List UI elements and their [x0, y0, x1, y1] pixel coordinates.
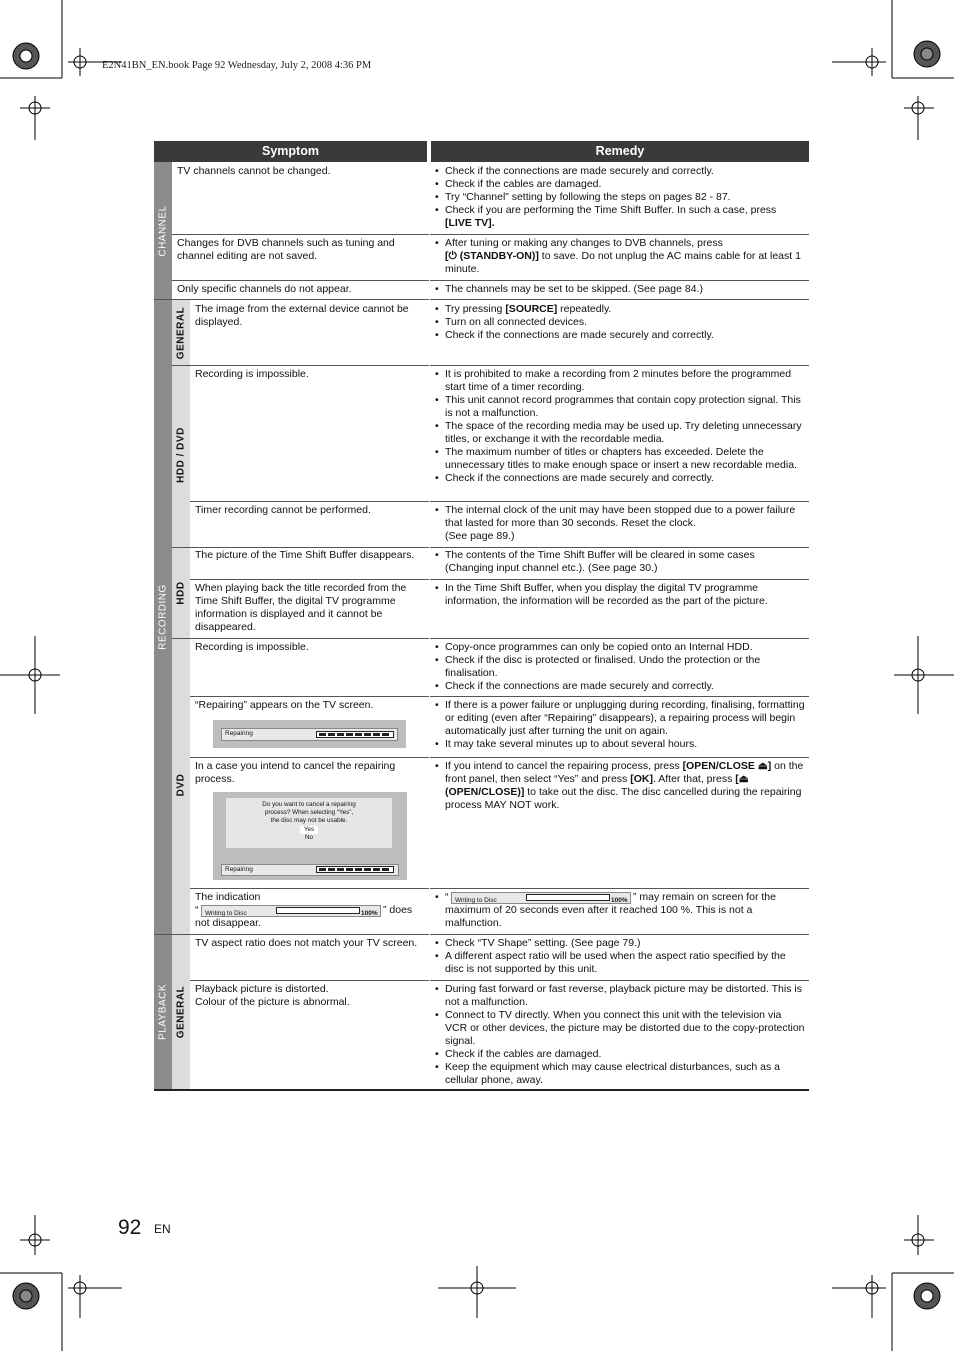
remedy-item — [433, 891, 805, 930]
osd-label: Writing to Disc — [205, 910, 247, 917]
cancel-repair-osd — [213, 792, 407, 880]
symptom-cell: Changes for DVB channels such as tuning and channel editing are not saved. — [177, 237, 395, 262]
symptom-text: Colour of the picture is abnormal. — [195, 996, 350, 1008]
column-divider — [429, 162, 430, 1089]
progress-bar — [276, 907, 360, 914]
row-divider — [190, 888, 809, 889]
remedy-item: • Check if the connections are made securely and correctly. — [433, 329, 805, 342]
symptom-text: Playback picture is distorted. — [195, 983, 329, 995]
category-label-playback: PLAYBACK — [157, 983, 169, 1041]
row-divider — [190, 980, 809, 981]
remedy-cell — [433, 549, 805, 575]
dialog-yes-option[interactable]: Yes — [300, 826, 318, 834]
remedy-key: ] — [767, 760, 772, 772]
power-icon: [⏻ — [445, 250, 460, 262]
dialog-text: process? When selecting “Yes”, — [264, 809, 354, 816]
osd-label: Repairing — [225, 730, 253, 737]
osd-percent: 100% — [611, 897, 628, 904]
remedy-key: [SOURCE] — [505, 303, 558, 315]
osd-percent: 100% — [361, 910, 378, 917]
row-divider — [172, 547, 809, 548]
remedy-text: repeatedly. — [560, 303, 612, 315]
remedy-item: • Check if the connections are made securely and correctly. — [433, 165, 805, 178]
remedy-cell — [433, 699, 805, 751]
remedy-text: After tuning or making any changes to DVB channels, press — [445, 237, 723, 249]
open-quote: “ — [445, 891, 449, 903]
remedy-item: • Copy-once programmes can only be copied onto an Internal HDD. — [433, 641, 805, 654]
remedy-item: • Check if the connections are made securely and correctly. — [433, 680, 805, 693]
remedy-cell — [433, 891, 805, 930]
subcategory-label-hdd-dvd: HDD / DVD — [175, 427, 187, 483]
printer-slug: E2N41BN_EN.book Page 92 Wednesday, July 2, 2008 4:36 PM — [102, 60, 372, 71]
dialog-no-option[interactable]: No — [304, 834, 314, 841]
subcategory-label-hdd: HDD — [175, 581, 187, 605]
remedy-key: (OPEN/CLOSE)] — [445, 786, 525, 798]
remedy-text: Try pressing — [445, 303, 503, 315]
remedy-cell — [433, 283, 805, 296]
remedy-cell — [433, 368, 805, 485]
symptom-header: Symptom — [154, 141, 427, 162]
remedy-key: [OK] — [630, 773, 653, 785]
progress-bar — [316, 866, 394, 873]
remedy-text: on the front panel, then select “Yes” and press — [445, 760, 804, 785]
cancel-dialog — [226, 798, 392, 848]
remedy-item: • Check “TV Shape” setting. (See page 79.) — [433, 937, 805, 950]
remedy-item — [433, 303, 805, 316]
row-divider — [190, 579, 809, 580]
page-number: 92 — [118, 1216, 142, 1239]
category-label-recording: RECORDING — [157, 584, 169, 650]
remedy-item: • During fast forward or fast reverse, playback picture may be distorted. This is not a malfunction. — [433, 983, 805, 1009]
remedy-cell — [433, 303, 805, 342]
remedy-text: (See page 89.) — [445, 530, 515, 542]
osd-bar — [221, 728, 398, 741]
remedy-cell — [433, 760, 805, 812]
subcategory-label-dvd: DVD — [175, 773, 187, 797]
remedy-item: • Try “Channel” setting by following the steps on pages 82 - 87. — [433, 191, 805, 204]
remedy-text: malfunction. — [445, 917, 502, 929]
table-bottom — [154, 1089, 809, 1091]
progress-bar — [526, 894, 610, 901]
dialog-text: the disc may not be usable. — [270, 817, 348, 824]
symptom-cell — [195, 983, 427, 1009]
symptom-cell: The image from the external device cannot be displayed. — [195, 303, 409, 328]
remedy-item: • Check if the cables are damaged. — [433, 1048, 805, 1061]
row-divider — [172, 638, 809, 639]
symptom-text: ” does — [383, 904, 413, 916]
osd-label: Repairing — [225, 866, 253, 873]
open-quote: “ — [195, 904, 199, 916]
remedy-cell — [433, 504, 805, 543]
dialog-text: Do you want to cancel a repairing — [262, 801, 356, 808]
osd-bar — [221, 864, 399, 876]
remedy-item — [433, 204, 805, 230]
remedy-cell — [433, 641, 805, 693]
symptom-cell: Recording is impossible. — [195, 641, 309, 653]
remedy-text: ” may remain on screen for the — [633, 891, 776, 903]
symptom-cell: Only specific channels do not appear. — [177, 283, 352, 295]
remedy-item: • This unit cannot record programmes that contain copy protection signal. This is not a malfunction. — [433, 394, 805, 420]
eject-icon: [⏏ — [735, 773, 749, 785]
row-divider — [172, 280, 809, 281]
remedy-text: The internal clock of the unit may have been stopped due to a power failure that lasted for more than 30 seconds. Reset the clock. — [445, 504, 796, 529]
remedy-key: [OPEN/CLOSE — [682, 760, 755, 772]
remedy-item: • The maximum number of titles or chapters has exceeded. Delete the unnecessary titles to make enough space or insert a new recordable media. — [433, 446, 805, 472]
row-divider — [190, 501, 809, 502]
remedy-cell — [433, 582, 805, 608]
subcategory-label-general-rec: GENERAL — [175, 306, 187, 360]
symptom-cell — [195, 891, 427, 930]
progress-bar — [316, 731, 394, 738]
remedy-item: • The contents of the Time Shift Buffer will be cleared in some cases (Changing input channel etc.). (See page 30.) — [433, 549, 805, 575]
symptom-cell: TV channels cannot be changed. — [177, 165, 331, 177]
remedy-text: Check if you are performing the Time Shift Buffer. In such a case, press — [445, 204, 777, 216]
symptom-cell: TV aspect ratio does not match your TV screen. — [195, 937, 418, 949]
remedy-text: . After that, press — [652, 773, 733, 785]
remedy-item: • It may take several minutes up to about several hours. — [433, 738, 805, 751]
symptom-cell: “Repairing” appears on the TV screen. — [195, 699, 374, 711]
eject-icon: ⏏ — [754, 760, 768, 772]
remedy-cell — [433, 165, 805, 230]
subcategory-label-general-play: GENERAL — [175, 985, 187, 1039]
remedy-item: • Connect to TV directly. When you connect this unit with the television via VCR or other devices, the picture may be distorted due to the copy-protection signal. — [433, 1009, 805, 1048]
remedy-item: • Check if the disc is protected or finalised. Undo the protection or the finalisation. — [433, 654, 805, 680]
page-language: EN — [154, 1222, 171, 1236]
remedy-key: [LIVE TV]. — [445, 217, 495, 229]
remedy-item: • Keep the equipment which may cause electrical disturbances, such as a cellular phone, away. — [433, 1061, 805, 1087]
symptom-text: not disappear. — [195, 917, 261, 929]
row-divider — [154, 299, 809, 300]
remedy-item: • In the Time Shift Buffer, when you display the digital TV programme information, the information will be recorded as the part of the picture. — [433, 582, 805, 608]
remedy-text: If you intend to cancel the repairing process, press — [445, 760, 680, 772]
repairing-osd — [213, 720, 406, 748]
remedy-key: (STANDBY-ON)] — [459, 250, 539, 262]
row-divider — [172, 234, 809, 235]
remedy-item: • Check if the cables are damaged. — [433, 178, 805, 191]
row-divider — [154, 934, 809, 935]
remedy-item: • The space of the recording media may be used up. Try deleting unnecessary titles, or exchange it with the recordable media. — [433, 420, 805, 446]
symptom-cell: Timer recording cannot be performed. — [195, 504, 371, 516]
symptom-cell: In a case you intend to cancel the repairing process. — [195, 760, 396, 785]
remedy-item: • If there is a power failure or unplugging during recording, finalising, formatting or editing (even after “Repairing” disappears), a repairing process will begin automatically just after turning the unit on again. — [433, 699, 805, 738]
remedy-item: • The channels may be set to be skipped. (See page 84.) — [433, 283, 805, 296]
symptom-cell: When playing back the title recorded from the Time Shift Buffer, the digital TV programme information is displayed and it cannot be disappeared. — [195, 582, 407, 633]
remedy-cell — [433, 937, 805, 976]
row-divider — [190, 696, 809, 697]
symptom-cell: The picture of the Time Shift Buffer disappears. — [195, 549, 415, 561]
osd-label: Writing to Disc — [455, 897, 497, 904]
remedy-text: maximum of 20 seconds even after it reached 100 %. This is not a — [445, 904, 753, 916]
writing-osd — [201, 905, 381, 917]
remedy-text: to take out the disc. The disc cancelled during the repairing process MAY NOT work. — [445, 786, 802, 811]
row-divider — [172, 365, 809, 366]
remedy-cell — [433, 983, 805, 1087]
remedy-header: Remedy — [431, 141, 809, 162]
remedy-item — [433, 237, 805, 276]
remedy-item: • Turn on all connected devices. — [433, 316, 805, 329]
remedy-item: • It is prohibited to make a recording from 2 minutes before the programmed start time of a timer recording. — [433, 368, 805, 394]
remedy-item — [433, 504, 805, 543]
remedy-item: • Check if the connections are made securely and correctly. — [433, 472, 805, 485]
symptom-cell: Recording is impossible. — [195, 368, 309, 380]
remedy-cell — [433, 237, 805, 276]
remedy-item: • A different aspect ratio will be used when the aspect ratio specified by the disc is not supported by this unit. — [433, 950, 805, 976]
category-label-channel: CHANNEL — [157, 205, 169, 257]
symptom-text: The indication — [195, 891, 261, 903]
remedy-text: to save. Do not unplug the AC mains cable for at least 1 minute. — [445, 250, 801, 275]
remedy-item — [433, 760, 805, 812]
writing-osd — [451, 892, 631, 904]
row-divider — [190, 757, 809, 758]
